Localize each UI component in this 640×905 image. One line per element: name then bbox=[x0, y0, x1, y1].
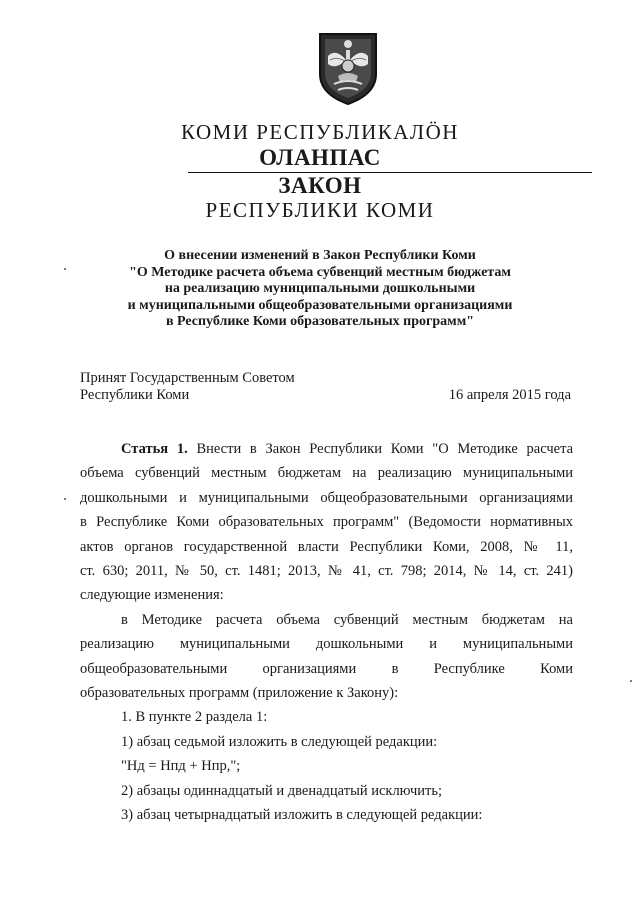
scan-speck bbox=[64, 268, 66, 270]
law-title bbox=[0, 248, 640, 331]
title-line: в Республике Коми образовательных программ" bbox=[165, 314, 475, 329]
article-1-line: дошкольными и муниципальными общеобразовательными организациями bbox=[80, 489, 573, 506]
article-1-text: Внести в Закон Республики Коми "О Методике расчета bbox=[196, 441, 574, 457]
title-line: "О Методике расчета объема субвенций местным бюджетам bbox=[129, 264, 511, 280]
law-body bbox=[80, 437, 573, 828]
method-line: образовательных программ (приложение к Закону): bbox=[80, 685, 399, 702]
article-1-line: актов органов государственной власти Республики Коми, 2008, № 11, bbox=[80, 538, 573, 555]
adoption-line-1: Принят Государственным Советом bbox=[80, 370, 295, 386]
list-item: 2) абзацы одиннадцатый и двенадцатый исключить; bbox=[121, 782, 442, 799]
article-1-line bbox=[80, 437, 573, 461]
article-1-line: в Республике Коми образовательных программ" (Ведомости нормативных bbox=[80, 514, 573, 531]
article-1-line: объема субвенций местным бюджетам на реализацию муниципальными bbox=[80, 465, 573, 482]
header-zakon: ЗАКОН bbox=[278, 173, 362, 198]
adoption-date: 16 апреля 2015 года bbox=[448, 387, 571, 403]
title-line: О внесении изменений в Закон Республики Коми bbox=[164, 248, 476, 263]
scan-speck bbox=[64, 498, 66, 500]
article-1-line: следующие изменения: bbox=[80, 587, 224, 604]
list-item: 1) абзац седьмой изложить в следующей редакции: bbox=[121, 733, 438, 750]
method-line: в Методике расчета объема субвенций местным бюджетам на bbox=[121, 611, 573, 628]
adoption-info bbox=[80, 370, 295, 404]
list-item: 1. В пункте 2 раздела 1: bbox=[121, 709, 268, 726]
scan-speck bbox=[630, 680, 632, 682]
title-line: и муниципальными общеобразовательными организациями bbox=[127, 297, 513, 313]
article-1-label: Статья 1. bbox=[121, 441, 188, 457]
method-line: реализацию муниципальными дошкольными и муниципальными bbox=[80, 636, 573, 653]
article-1-line: ст. 630; 2011, № 50, ст. 1481; 2013, № 41, ст. 798; 2014, № 14, ст. 241) bbox=[80, 563, 573, 580]
method-line: общеобразовательными организациями в Республике Коми bbox=[80, 660, 573, 677]
header-olanpas: ОЛАНПАС bbox=[259, 145, 381, 170]
coat-of-arms-emblem-icon bbox=[316, 30, 380, 106]
list-item: "Нд = Нпд + Нпр,"; bbox=[121, 758, 241, 775]
list-item: 3) абзац четырнадцатый изложить в следующей редакции: bbox=[121, 807, 483, 824]
adoption-line-2: Республики Коми bbox=[80, 387, 190, 403]
header-respubliki: РЕСПУБЛИКИ КОМИ bbox=[205, 198, 435, 222]
title-line: на реализацию муниципальными дошкольными bbox=[164, 281, 476, 296]
header-komi-line: КОМИ РЕСПУБЛИКАЛÖН bbox=[181, 120, 459, 144]
